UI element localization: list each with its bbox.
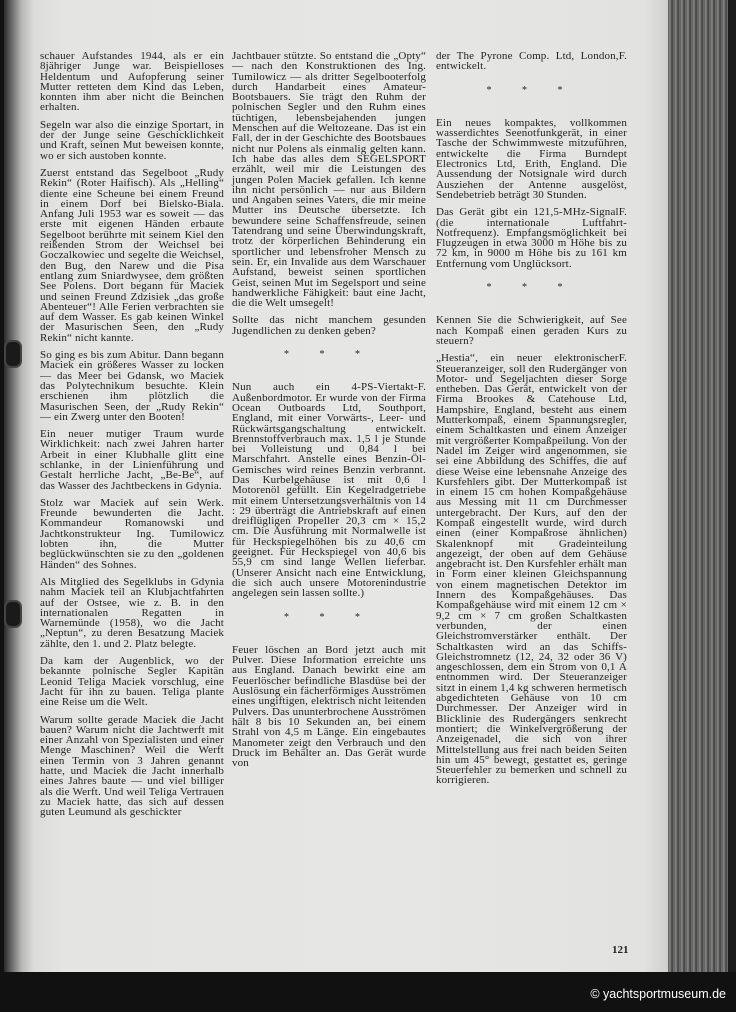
- paragraph: Jachtbauer stützte. So entstand die „Opty“ — nach den Konstruktionen des Ing. Tumilowicz — als dritter Segelbooterfolg durch Handarbeit eines Amateur-Bootsbauers. Sie trägt den Ruhm der polnischen Segler und den Ruhm eines tüchtigen, lebensbejahenden jungen Menschen auf die Weltozeane. Das ist ein Fall, der in der Geschichte des Bootsbaues nicht nur Polens als einmalig gelten kann. Ich habe das alles dem SEGELSPORT erzählt, weil mir die Leistungen des jungen Polen Maciek gefallen. Ich kenne ihn nicht persönlich — nur aus Bildern und Angaben seines Vaters, die mir meine Mutter ins Deutsche übersetzte. Ich bewundere seine Schaffensfreude, seinen Tatendrang und seine Überwindungskraft, trotz der körperlichen Behinderung ein sportlicher und lebensfroher Mensch zu sein. Er, ein Invalide aus dem Warschauer Aufstand, beweist seinen sportlichen Geist, seinen Mut im Segelsport und seine handwerkliche Fähigkeit: baut eine Jacht, die die Welt umsegelt!: [232, 50, 426, 310]
- section-separator: * * *: [486, 84, 577, 96]
- author-signature: F.: [618, 50, 627, 62]
- paragraph: Sollte das nicht manchem gesunden Jugendlichen zu denken geben?: [232, 314, 426, 337]
- paragraph: [436, 51, 627, 72]
- book-spine-shadow: [728, 0, 736, 972]
- author-signature: F.: [618, 206, 627, 219]
- paragraph: [436, 353, 627, 785]
- paragraph: Zuerst entstand das Segelboot „Rudy Rekin“ (Roter Haifisch). Als „Helling“ diente eine Scheune bei einem Freund in einem Dorf bei Bielsko-Biala. Anfang Juli 1953 war es soweit — das erste mit eigenen Händen erbaute Segelboot berührte mit seinem Kiel den reißenden Strom der Weichsel bei Goczalkowiec und segelte die Weichsel, den Bug, den Narew und die Pisa entlang zum Sniardwysee, dem größten See Polens. Dort begann für Maciek und seinen Freund Zdzisiek „das große Abenteuer“! Alle Ferien verbrachten sie auf dem Wasser. Es gab keinen Winkel der Masurischen Seen, den „Rudy Rekin“ nicht kannte.: [40, 166, 224, 344]
- paragraph-text: Nun auch ein 4-PS-Viertakt-Außenbordmotor. Er wurde von der Firma Ocean Outboards Ltd, Southport, England, mit einer Vorwärts-, Leer- und Rückwärtsgangschaltung entwickelt. Brennstoffverbrauch max. 1,5 l je Stunde bei Volleistung und 0,84 l bei Marschfahrt. Anstelle eines Benzin-Öl-Gemisches wird reines Benzin verbrannt. Das Kurbelgehäuse ist mit 0,6 l Motorenöl gefüllt. Ein Kegelradgetriebe mit einem Untersetzungsverhältnis von 14 : 29 überträgt die Antriebskraft auf einen dreiflügligen Propeller 20,3 cm × 15,2 cm. Die Ausführung mit Normalwelle ist für Heckspiegelhöhen bis zu 40,6 cm geeignet. Für Heckspiegel von 40,6 bis 55,9 cm sind lange Wellen lieferbar. (Unserer Ansicht nach eine Entwicklung, die sich auch unsere Motorenindustrie angelegen sein lassen sollte.): [232, 381, 426, 600]
- section-separator: * * *: [284, 349, 374, 361]
- author-signature: F.: [417, 381, 426, 394]
- paragraph: Als Mitglied des Segelklubs in Gdynia nahm Maciek teil an Klubjachtfahrten auf der Ostsee, wie z. B. in den internationalen Regatten in Warnemünde (1958), wo die Jacht „Neptun“, zu deren Besatzung Maciek zählte, den 1. und 2. Platz belegte.: [40, 575, 224, 650]
- paragraph: Ein neues kompaktes, vollkommen wasserdichtes Seenotfunkgerät, in einer Tasche der Schwimmweste mitzuführen, entwickelte die Firma Burndept Electronics Ltd, Erith, England. Die Aussendung der Notsignale wird durch Ausziehen der Antenne ausgelöst, Sendebetrieb beträgt 30 Stunden.: [436, 116, 627, 201]
- binding-ring-icon: [4, 340, 22, 368]
- author-signature: F.: [618, 352, 627, 365]
- paragraph: So ging es bis zum Abitur. Dann begann Maciek ein größeres Wasser zu locken — das Meer bei Gdansk, wo Maciek das Polytechnikum besuchte. Klein erschienen ihm plötzlich die Masurischen Seen, der „Rudy Rekin“ — ein Zwerg unter den Booten!: [40, 349, 224, 423]
- paragraph: Segeln war also die einzige Sportart, in der der Junge seine Geschicklichkeit und Kraft, seinen Mut beweisen konnte, wo er sich austoben konnte.: [40, 118, 224, 162]
- binding-ring-icon: [4, 600, 22, 628]
- paragraph: [436, 207, 627, 269]
- paragraph: Ein neuer mutiger Traum wurde Wirklichkeit: nach zwei Jahren harter Arbeit in einer Klubhalle glitt eine schlanke, in der Linienführung und Gestalt herrliche Jacht, „Be-Be“, auf das Wasser des Jachtbeckens in Gdynia.: [40, 428, 224, 492]
- paragraph-text: „Hestia“, ein neuer elektronischer Steueranzeiger, soll den Rudergänger von Motor- und Segeljachten dieser Sorge entheben. Das Gerät, entwickelt von der Firma Brookes & Catehouse Ltd, Hampshire, England, besteht aus einem Mutterkompaß, einem Spannungsregler, einem Schaltkasten und einem Anzeiger mit vergrößerter Kompaßpeilung. Von der Nadel im Zeiger wird angenommen, sie sei eine Abbildung des Schiffes, die auf diese Weise eine lebensnahe Anzeige des Kursfehlers gibt. Der Mutterkompaß ist in einem 15 cm hohen Kompaßgehäuse aus Messing mit 11 cm Durchmesser untergebracht. Der Kurs, auf den der Kompaß eingestellt wurde, wird durch einen (einer Kompaßrose ähnlichen) Skalenknopf mit Gradeinteilung angezeigt, der oben auf dem Gehäuse angebracht ist. Den Kursfehler erhält man in Form einer kleinen Gleichspannung von einem magnetischen Detektor im Innern des Kompaßgehäuses. Das Kompaßgehäuse wird mit einem 12 cm × 9,2 cm × 7 cm großen Schaltkasten verbunden, der einen Gleichstromverstärker enthält. Der Schaltkasten wird an das Schiffs-Gleichstromnetz (12, 24, 32 oder 36 V) angeschlossen, dem ein Strom von 0,1 A entnommen wird. Der Steueranzeiger sitzt in einem 1,4 kg schweren hermetisch abgedichteten Gehäuse von 10 cm Durchmesser. Der Anzeiger wird in Blicklinie des Rudergängers senkrecht montiert; die Winkelvergrößerung der Anzeigenadel, die sich von ihrer Mittelstellung aus frei nach beiden Seiten hin um 45° bewegt, gestattet es, geringe Steuerfehler zu bemerken und schnell zu korrigieren.: [436, 352, 627, 787]
- watermark: © yachtsportmuseum.de: [590, 987, 726, 1001]
- paragraph-text: Das Gerät gibt ein 121,5-MHz-Signal (die internationale Luftfahrt-Notfrequenz). Empfangsmöglichkeit bei Flugzeugen in etwa 3000 m Höhe bis zu 72 km, in 9000 m Höhe bis zu 161 km Entfernung vom Unglücksort.: [436, 206, 627, 270]
- paragraph: schauer Aufstandes 1944, als er ein 8jähriger Junge war. Beispielloses Heldentum und Aufopferung seiner Mutter retteten dem Kind das Leben, konnten ihm aber nicht die Beinchen erhalten.: [40, 50, 224, 114]
- page-number: 121: [612, 944, 629, 956]
- section-separator: * * *: [486, 282, 577, 294]
- book-page-edges: [668, 0, 728, 972]
- paragraph: [232, 382, 426, 598]
- text-column-2: [232, 51, 426, 775]
- paragraph-text: der The Pyrone Comp. Ltd, London, entwickelt.: [436, 50, 619, 73]
- paragraph: Feuer löschen an Bord jetzt auch mit Pulver. Diese Information erreichte uns aus England. Danach bewirkt eine am Feuerlöscher befindliche Blasdüse bei der Auslösung ein fächerförmiges Ausströmen eines ungiftigen, elektrisch nicht leitenden Pulvers. Das ununterbrochene Ausströmen hält 8 bis 10 Sekunden an, bei einem Strahl von 4,5 m Länge. Ein eingebautes Manometer zeigt den Verbrauch und den Druck im Behälter an. Das Gerät wurde von: [232, 643, 426, 770]
- section-separator: * * *: [284, 611, 374, 623]
- text-column-3: [436, 51, 627, 793]
- text-column-1: [40, 51, 224, 824]
- paragraph: Da kam der Augenblick, wo der bekannte polnische Segler Kapitän Leonid Teliga Maciek vorschlug, eine Jacht für ihn zu bauen. Teliga plante eine Reise um die Welt.: [40, 655, 224, 709]
- paragraph: Warum sollte gerade Maciek die Jacht bauen? Warum nicht die Jachtwerft mit einer Anzahl von Spezialisten und einer Menge Maschinen? Weil die Werft einen Termin von 3 Jahren genannt hatte, und Maciek die Jacht innerhalb eines Jahres baute — und viel billiger als die Werft. Und weil Teliga Vertrauen zu Maciek hatte, das sich auf dessen guten Leumund als geschickter: [40, 713, 224, 819]
- paragraph: Kennen Sie die Schwierigkeit, auf See nach Kompaß einen geraden Kurs zu steuern?: [436, 314, 627, 347]
- paragraph: Stolz war Maciek auf sein Werk. Freunde bewunderten die Jacht. Kommandeur Romanowski und Jachtkonstrukteur Ing. Tumilowicz lobten ihn, die Mutter beglückwünschten sie zu den „goldenen Händen“ des Sohnes.: [40, 496, 224, 571]
